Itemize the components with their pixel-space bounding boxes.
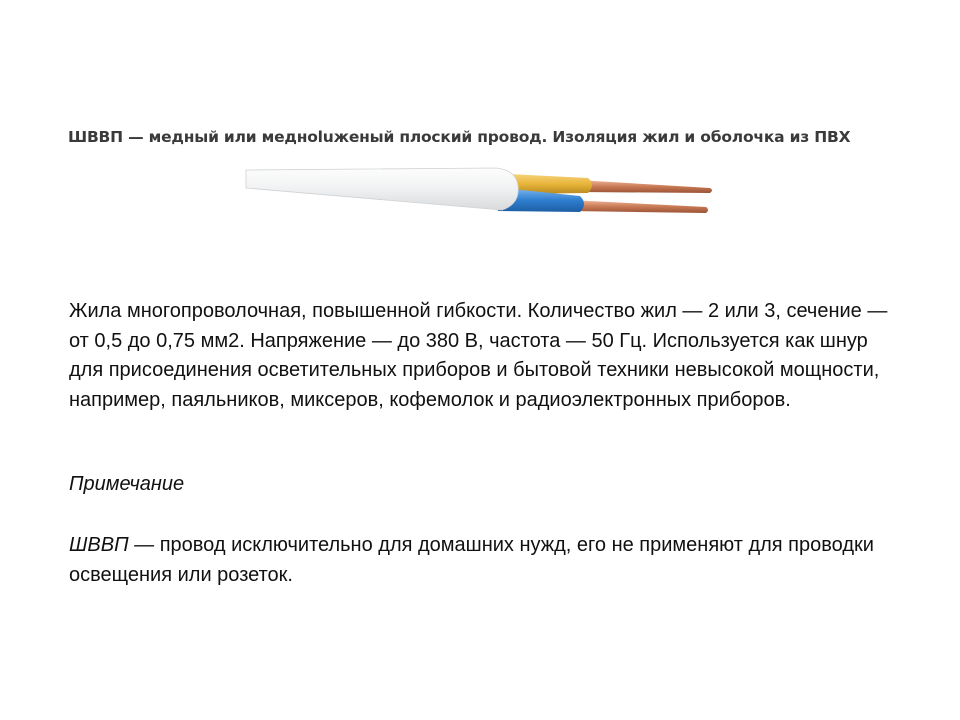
copper-strand-upper <box>578 180 712 193</box>
note-term: ШВВП <box>69 534 129 556</box>
description-text: Жила многопроволочная, повышенной гибкости. Количество жил — 2 или 3, сечение — от 0,5 до 0,75 мм2. Напряжение — до 380 В, частота — 50 Гц. Используется как шнур для присоединения осветительных приборов и бытовой техники невысокой мощности, например, паяльников, миксеров, кофемолок и радиоэлектронных приборов. <box>69 300 888 411</box>
note-text: — провод исключительно для домашних нужд, его не применяют для проводки освещения или розеток. <box>69 534 874 586</box>
image-caption: ШВВП — медный или медноluженый плоский провод. Изоляция жил и оболочка из ПВХ <box>68 128 851 146</box>
copper-strand-lower <box>570 200 708 213</box>
cable-sheath <box>246 168 518 210</box>
description-paragraph <box>69 297 899 415</box>
flat-two-core-cable-icon <box>240 158 730 222</box>
note-paragraph <box>69 530 899 590</box>
note-title: Примечание <box>69 473 185 495</box>
